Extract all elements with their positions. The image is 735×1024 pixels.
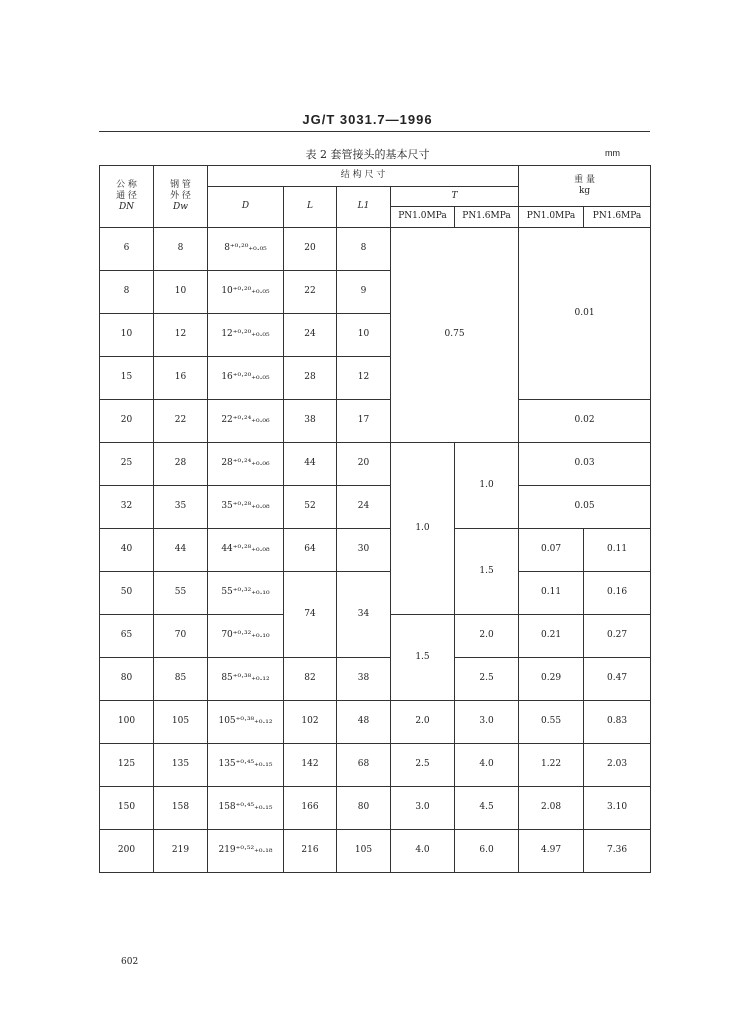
table-row: 50 55 55⁺⁰·³²₊₀.₁₀ 74 34 0.11 0.16 [100, 572, 651, 615]
table-row: 25 28 28⁺⁰·²⁴₊₀.₀₆ 44 20 1.0 1.0 0.03 [100, 443, 651, 486]
table-row: 20 22 22⁺⁰·²⁴₊₀.₀₆ 38 17 0.02 [100, 400, 651, 443]
header-structure: 结 构 尺 寸 [208, 166, 519, 187]
table-row: 10 12 12⁺⁰·²⁰₊₀.₀₅ 24 10 [100, 314, 651, 357]
header-dn: 公 称 通 径 DN [100, 166, 154, 228]
header-w-pn16: PN1.6MPa [584, 207, 651, 228]
header-l1: L1 [337, 187, 391, 228]
page-number: 602 [121, 957, 139, 967]
header-t-pn16: PN1.6MPa [455, 207, 519, 228]
table-row: 15 16 16⁺⁰·²⁰₊₀.₀₅ 28 12 [100, 357, 651, 400]
table-row: 65 70 70⁺⁰·³²₊₀.₁₀ 1.5 2.0 0.21 0.27 [100, 615, 651, 658]
table-caption: 表 2 套管接头的基本尺寸 [305, 148, 430, 161]
header-rule [99, 131, 650, 132]
table-row: 8 10 10⁺⁰·²⁰₊₀.₀₅ 22 9 [100, 271, 651, 314]
table-row: 32 35 35⁺⁰·²⁸₊₀.₀₈ 52 24 0.05 [100, 486, 651, 529]
table-row: 125 135 135⁺⁰·⁴⁵₊₀.₁₅ 142 68 2.5 4.0 1.22 2.03 [100, 744, 651, 787]
header-d: D [208, 187, 284, 228]
table-row: 6 8 8⁺⁰·²⁰₊₀.₀₅ 20 8 0.75 0.01 [100, 228, 651, 271]
header-dw: 钢 管 外 径 Dw [154, 166, 208, 228]
dimension-table [99, 165, 651, 873]
header-l: L [284, 187, 337, 228]
header-weight: 重 量 kg [519, 166, 651, 207]
table-row: 80 85 85⁺⁰·³⁸₊₀.₁₂ 82 38 2.5 0.29 0.47 [100, 658, 651, 701]
weight-merged-small: 0.01 [519, 228, 651, 400]
t10-merged-mid: 1.0 [391, 443, 455, 615]
standard-code: JG/T 3031.7—1996 [302, 112, 433, 127]
header-t: T [391, 187, 519, 207]
table-row: 40 44 44⁺⁰·²⁸₊₀.₀₈ 64 30 1.5 0.07 0.11 [100, 529, 651, 572]
table-row: 150 158 158⁺⁰·⁴⁵₊₀.₁₅ 166 80 3.0 4.5 2.08 3.10 [100, 787, 651, 830]
unit-label: mm [605, 148, 620, 158]
t10-merged-large: 1.5 [391, 615, 455, 701]
table-row: 100 105 105⁺⁰·³⁸₊₀.₁₂ 102 48 2.0 3.0 0.55 0.83 [100, 701, 651, 744]
header-w-pn10: PN1.0MPa [519, 207, 584, 228]
header-t-pn10: PN1.0MPa [391, 207, 455, 228]
table-row: 200 219 219⁺⁰·⁵²₊₀.₁₈ 216 105 4.0 6.0 4.97 7.36 [100, 830, 651, 873]
t-merged-small: 0.75 [391, 228, 519, 443]
